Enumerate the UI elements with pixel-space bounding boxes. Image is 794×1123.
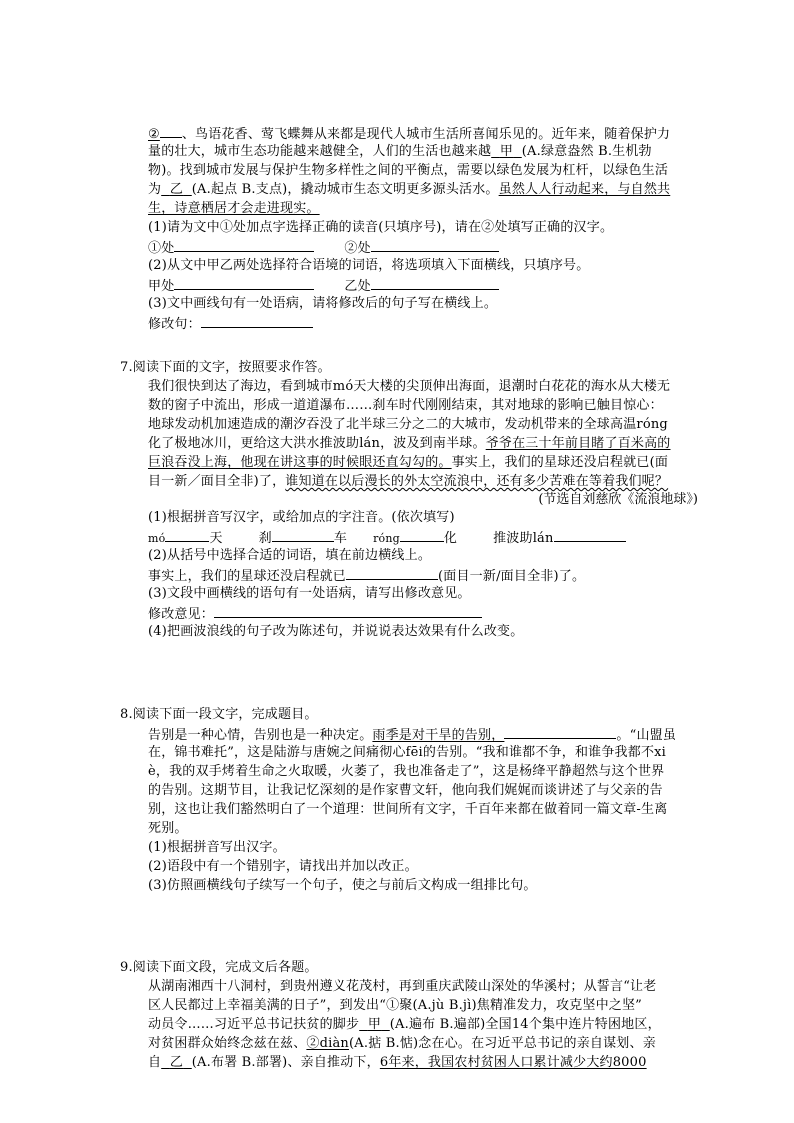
q8-paragraph-line-3 [148,764,664,780]
q9-text: (A.布署 B.部署)、亲自推动下， [191,1055,380,1070]
q7-blank-rong[interactable] [400,529,444,542]
q6-answer-2-blank[interactable] [371,239,499,252]
q7-text: 化了极地冰川，更给这大洪水推波助lán，波及到南半球。 [148,436,486,451]
q6-sub-3 [148,296,497,312]
q8-paragraph-line-4 [148,783,663,799]
q8-text: 。“山盟虽 [616,728,677,743]
q7-revision-blank[interactable] [214,605,482,618]
q6-underlined-sentence: 虽然人人行动起来，与自然共 [498,182,671,197]
q8-text: 告别是一种心情，告别也是一种决定。 [148,728,373,743]
q9-text: 自 [148,1055,162,1070]
q7-text: 事实上，我们的星球还没启程就已(面 [451,455,669,470]
q8-sub-3-text: (3)仿照画横线句子续写一个句子，使之与前后文构成一组排比句。 [148,878,537,893]
q8-underlined-sentence: 雨季是对干旱的告别， [372,728,505,743]
q7-text: 数的窗子中流出，形成一道道瀑布……刹车时代刚刚结束，其对地球的影响已触目惊心： [148,398,663,413]
q6-text: 物)。找到城市发展与保护生物多样性之间的平衡点，需要以绿色发展为杠杆，以绿色生活 [148,163,669,178]
q6-answer-label: 乙处 [344,279,371,294]
q7-sub-3-answer [148,605,482,623]
q6-answer-label: ①处 [148,241,175,256]
q7-text: 我们很快到达了海边，看到城市mó天大楼的尖顶伸出海面，退潮时白花花的海水从大楼无 [148,379,671,394]
q7-sub-1 [148,510,455,526]
q7-blank-mo[interactable] [165,529,209,542]
q7-text: 化 [443,531,458,546]
q7-sub-4-text: (4)把画波浪线的句子改为陈述句，并说说表达效果有什么改变。 [148,624,524,639]
q7-title-text: 7.阅读下面的文字，按照要求作答。 [120,360,331,375]
q6-sub-2-answers [148,277,499,295]
q7-sub-1-answers [148,529,626,547]
q7-text: 地球发动机加速造成的潮汐吞没了北半球三分之二的大城市，发动机带来的全球高温róng [148,417,668,432]
q9-blank-jia: 甲 [367,1017,382,1032]
q6-paragraph-line-5 [148,201,320,217]
q6-yi-answer-blank[interactable] [371,277,499,290]
q6-text: 、鸟语花香、莺飞蝶舞从来都是现代人城市生活所喜闻乐见的。近年来，随着保护力 [181,127,671,142]
q9-paragraph-line-4 [148,1036,656,1052]
q6-answer-label: 修改句： [148,317,201,332]
q9-text: 从湖南湘西十八洞村，到贵州遵义花茂村，再到重庆武陵山深处的华溪村；从誓言“让老 [148,979,657,994]
q8-paragraph-line-6 [148,821,188,837]
q8-sub-1-text: (1)根据拼音写出汉字。 [148,840,286,855]
q7-paragraph-line-2 [148,398,663,414]
q6-jia-answer-blank[interactable] [174,277,314,290]
q6-sub-2-text: (2)从文中甲乙两处选择符合语境的词语，将选项填入下面横线，只填序号。 [148,258,590,273]
q9-blank-yi: 乙 [169,1055,184,1070]
q6-text: 为 [148,182,162,197]
q6-sub-3-text: (3)文中画线句有一处语病，请将修改后的句子写在横线上。 [148,296,498,311]
q7-paragraph-line-4 [148,436,671,452]
q9-text: (A.遍布 B.遍部)全国14个集中连片特困地区， [389,1017,661,1032]
q7-text: 车 [333,531,348,546]
q9-paragraph-line-5 [148,1055,647,1071]
q7-text: 刹 [258,531,272,546]
q8-sub-2-text: (2)语段中有一个错别字，请找出并加以改正。 [148,859,418,874]
q8-text: 死别。 [148,821,188,836]
q7-paragraph-line-1 [148,379,670,395]
q6-answer-1-blank[interactable] [174,239,314,252]
q6-answer-label: ②处 [344,241,371,256]
q9-text: 动员令……习近平总书记扶贫的脚步 [148,1017,360,1032]
q7-paragraph-line-3 [148,417,668,433]
q8-text: 别，这也让我们豁然明白了一个道理：世间所有文字，千百年来都在做着同一篇文章-生离 [148,802,668,817]
q6-sub-1 [148,220,613,236]
q7-answer-label: 修改意见： [148,607,215,622]
q6-paragraph-line-3 [148,163,668,179]
q8-text: 在，锦书难托”，这是陆游与唐婉之间痛彻心fēi的告别。“我和谁都不争，和谁争我都不xi [148,745,667,760]
q7-paragraph-line-6 [148,474,668,490]
q7-pinyin-mo: mó [148,532,166,545]
q8-sub-1 [148,840,286,856]
q7-sub-2-answer [148,567,585,585]
q7-source-text: (节选自刘慈欣《流浪地球》) [538,492,698,507]
q7-pinyin-rong: róng [373,532,400,545]
q9-underlined-pinyin: ②diàn [306,1036,350,1051]
q7-sub-4 [148,624,523,640]
q7-sub-2-text: (2)从括号中选择合适的词语，填在前边横线上。 [148,548,432,563]
q6-text: 量的壮大，城市生态功能越来越健全，人们的生活也越来越 [148,144,492,159]
q6-paragraph-line-4 [148,182,670,198]
q6-options-jia: (A.绿意盎然 B.生机勃 [521,144,652,159]
q9-paragraph-line-3 [148,1017,661,1033]
q7-wavy-sentence: 谁知道在以后漫长的外太空流浪中，还有多少苦难在等着我们呢？ [285,474,669,489]
q7-text: (面目一新/面目全非)了。 [438,569,586,584]
q7-source [538,492,698,508]
q6-paragraph-line-1 [148,125,670,143]
q9-text: 对贫困群众始终念兹在兹、 [148,1036,307,1051]
q6-options-yi: (A.起点 B.支点)，撬动城市生态文明更多源头活水。 [191,182,499,197]
q7-text: 天 [209,531,223,546]
q9-text: 区人民都过上幸福美满的日子”，到发出“①聚(A.jù B.jì)焦精准发力，攻克坚中之坚” [148,998,643,1013]
q7-sub-3 [148,586,471,602]
q7-blank-sha[interactable] [272,529,334,542]
q6-underlined-sentence: 生，诗意栖居才会走进现实。 [148,201,320,216]
q6-answer-label: 甲处 [148,279,175,294]
q8-text: è，我的双手烤着生命之火取暖，火萎了，我也准备走了”，这是杨绛平静超然与这个世界 [148,764,665,779]
q6-blank-yi: 乙 [169,182,184,197]
q8-paragraph-line-2 [148,745,666,761]
q8-sub-3 [148,878,537,894]
q7-sub-1-text: (1)根据拼音写汉字，或给加点的字注音。(依次填写) [148,510,455,525]
q7-underlined-sentence: 巨浪吞没上海，他现在讲这事的时候眼还直勾勾的。 [148,455,452,470]
q8-paragraph-line-5 [148,802,667,818]
q7-sub-3-text: (3)文段中画横线的语句有一处语病，请写出修改意见。 [148,586,471,601]
q7-paragraph-line-5 [148,455,668,471]
q6-sub-3-answer [148,315,313,333]
q7-text: 推波助lán [493,531,554,546]
q7-underlined-sentence: 爷爷在三十年前目睹了百米高的 [485,436,671,451]
q7-sub-2 [148,548,431,564]
q8-text: 的告别。这期节目，让我记忆深刻的是作家曹文轩，他向我们娓娓而谈讲述了与父亲的告 [148,783,663,798]
q9-paragraph-line-2 [148,998,642,1014]
q7-choice-blank[interactable] [346,567,438,580]
q6-blank-2-marker: ② [148,127,160,142]
q8-continuation-blank[interactable] [504,726,616,739]
q9-title [120,960,318,976]
q6-blank-2[interactable] [160,125,182,138]
q7-title [120,360,331,376]
q7-text: 目一新／面目全非)了， [148,474,286,489]
q9-title-text: 9.阅读下面文段，完成文后各题。 [120,960,318,975]
q8-sub-2 [148,859,418,875]
q8-title-text: 8.阅读下面一段文字，完成题目。 [120,707,318,722]
q7-text: 事实上，我们的星球还没启程就已 [148,569,347,584]
q8-paragraph-line-1 [148,726,676,744]
q6-paragraph-line-2 [148,144,652,160]
q6-sub-1-text: (1)请为文中①处加点字选择正确的读音(只填序号)，请在②处填写正确的汉字。 [148,220,614,235]
q6-revision-blank[interactable] [201,315,313,328]
q6-sub-2 [148,258,589,274]
q8-title [120,707,318,723]
q9-underlined-sentence: 6年来，我国农村贫困人口累计减少大约8000 [379,1055,647,1070]
q6-blank-jia: 甲 [499,144,514,159]
q9-paragraph-line-1 [148,979,656,995]
q7-blank-lan[interactable] [554,529,626,542]
q6-sub-1-answers [148,239,499,257]
q9-text: (A.掂 B.惦)念在心。在习近平总书记的亲自谋划、亲 [349,1036,656,1051]
